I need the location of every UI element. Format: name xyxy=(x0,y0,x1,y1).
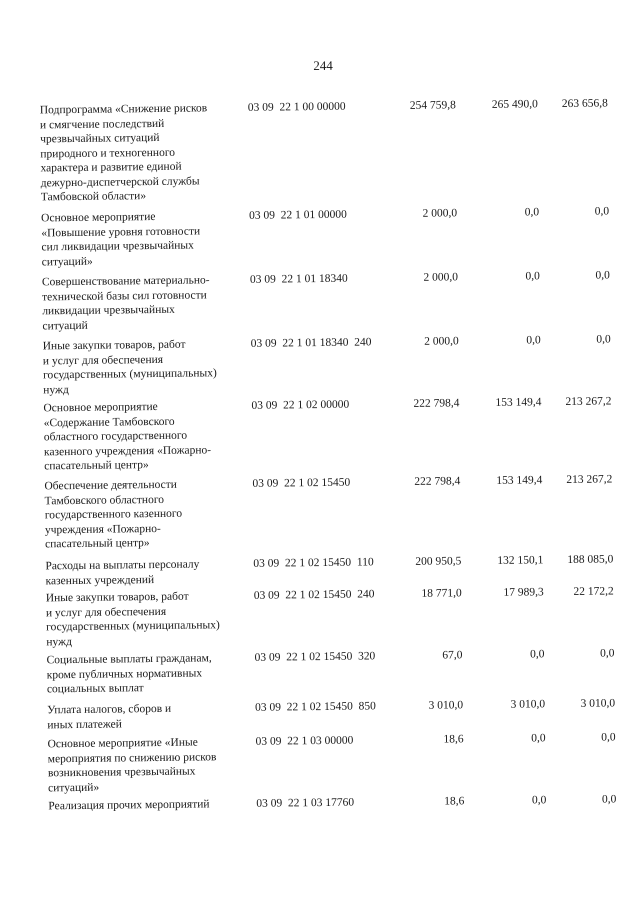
row-code: 03 09 22 1 02 15450 110 xyxy=(253,556,374,570)
row-value-1: 18,6 xyxy=(444,795,465,808)
row-value-3: 0,0 xyxy=(595,269,610,282)
row-description: Совершенствование материально- технической базы сил готовности ликвидации чрезвычайных ситуаций xyxy=(41,274,210,332)
row-value-3: 0,0 xyxy=(596,333,611,346)
row-value-1: 200 950,5 xyxy=(415,555,462,568)
row-value-3: 0,0 xyxy=(594,205,610,218)
row-value-1: 2 000,0 xyxy=(423,271,458,284)
row-value-3: 0,0 xyxy=(601,793,617,806)
row-value-1: 2 000,0 xyxy=(424,335,459,348)
row-value-2: 0,0 xyxy=(531,794,547,807)
page-number: 244 xyxy=(313,57,333,74)
row-description: Расходы на выплаты персоналу казенных учреждений xyxy=(45,558,200,587)
table-row xyxy=(0,204,637,268)
table-row xyxy=(0,332,639,396)
row-description: Основное мероприятие «Повышение уровня готовности сил ликвидации чрезвычайных ситуаций» xyxy=(41,210,201,268)
row-value-3: 3 010,0 xyxy=(580,697,616,710)
row-code: 03 09 22 1 02 15450 240 xyxy=(253,588,375,602)
row-description: Реализация прочих мероприятий xyxy=(48,798,210,813)
row-value-3: 22 172,2 xyxy=(573,585,614,598)
table-row xyxy=(0,472,640,551)
row-value-3: 0,0 xyxy=(601,731,616,744)
row-description: Подпрограмма «Снижение рисков и смягчение последствий чрезвычайных ситуаций природного и техногенного характера и развитие единой дежурно-диспетчерской службы Тамбовской области» xyxy=(39,102,208,204)
row-code: 03 09 22 1 02 15450 320 xyxy=(254,650,376,664)
row-code: 03 09 22 1 02 00000 xyxy=(251,398,350,412)
row-value-3: 213 267,2 xyxy=(565,395,612,408)
row-description: Иные закупки товаров, работ и услуг для обеспечения государственных (муниципальных) нужд xyxy=(45,590,220,648)
table-row xyxy=(1,552,640,587)
table-row xyxy=(0,268,638,332)
row-description: Основное мероприятие «Содержание Тамбовского областного государственного казенного учреждения «Пожарно- спасательный центр» xyxy=(43,400,212,473)
row-code: 03 09 22 1 00 00000 xyxy=(247,100,346,114)
table-row xyxy=(3,696,640,731)
row-value-2: 0,0 xyxy=(530,648,545,661)
row-description: Иные закупки товаров, работ и услуг для обеспечения государственных (муниципальных) нужд xyxy=(42,338,217,396)
row-code: 03 09 22 1 02 15450 850 xyxy=(255,700,376,714)
table-row xyxy=(0,96,636,204)
row-code: 03 09 22 1 01 18340 xyxy=(249,272,348,286)
row-value-1: 222 798,4 xyxy=(413,397,460,410)
row-code: 03 09 22 1 01 18340 240 xyxy=(250,336,372,350)
row-value-3: 0,0 xyxy=(600,647,615,660)
row-value-1: 67,0 xyxy=(442,649,463,662)
row-value-1: 18,6 xyxy=(443,733,464,746)
row-value-3: 213 267,2 xyxy=(566,473,613,486)
row-description: Обеспечение деятельности Тамбовского областного государственного казенного учреждения «Пожарно- спасательный центр» xyxy=(44,478,183,551)
row-value-2: 0,0 xyxy=(525,270,540,283)
row-value-1: 254 759,8 xyxy=(409,99,456,112)
row-value-2: 3 010,0 xyxy=(510,698,546,711)
row-value-1: 18 771,0 xyxy=(421,587,462,600)
row-value-2: 153 149,4 xyxy=(495,396,542,409)
row-value-1: 3 010,0 xyxy=(428,699,464,712)
row-value-1: 222 798,4 xyxy=(414,475,461,488)
row-value-1: 2 000,0 xyxy=(422,207,458,220)
row-value-3: 188 085,0 xyxy=(567,553,614,566)
row-value-3: 263 656,8 xyxy=(561,97,608,111)
row-description: Уплата налогов, сборов и иных платежей xyxy=(47,702,172,731)
row-value-2: 17 989,3 xyxy=(503,586,544,599)
row-code: 03 09 22 1 03 17760 xyxy=(256,796,355,810)
row-value-2: 132 150,1 xyxy=(497,554,544,567)
row-value-2: 0,0 xyxy=(531,732,546,745)
row-value-2: 265 490,0 xyxy=(491,98,538,111)
row-description: Основное мероприятие «Иные мероприятия по снижению рисков возникновения чрезвычайных ситуаций» xyxy=(47,736,217,794)
row-description: Социальные выплаты гражданам, кроме публичных нормативных социальных выплат xyxy=(46,652,212,696)
row-code: 03 09 22 1 03 00000 xyxy=(255,734,354,748)
row-value-2: 0,0 xyxy=(524,206,540,219)
row-value-2: 0,0 xyxy=(526,334,541,347)
row-code: 03 09 22 1 01 00000 xyxy=(249,208,347,222)
row-value-2: 153 149,4 xyxy=(496,474,543,487)
row-code: 03 09 22 1 02 15450 xyxy=(252,476,351,490)
